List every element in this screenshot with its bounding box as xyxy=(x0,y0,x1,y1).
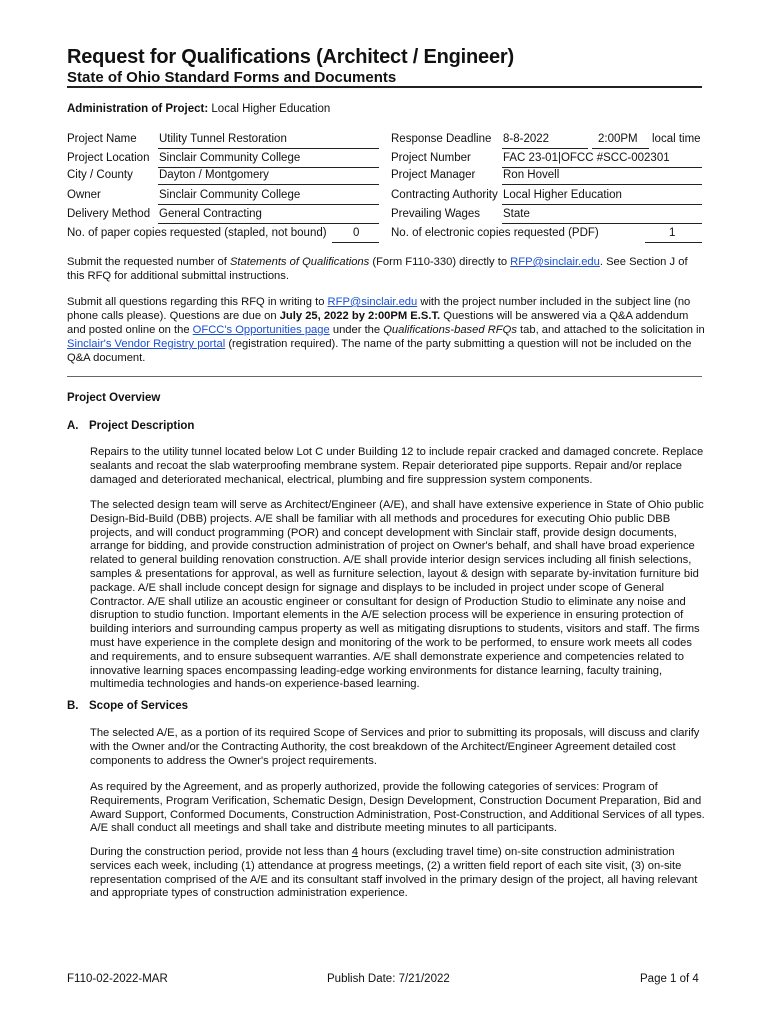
footer-form-id: F110-02-2022-MAR xyxy=(67,973,168,985)
delivery-method-value: General Contracting xyxy=(159,208,262,220)
contracting-authority-label: Contracting Authority xyxy=(391,189,498,201)
section-b-heading xyxy=(67,700,188,712)
section-a-paragraph-2: The selected design team will serve as Architect/Engineer (A/E), and shall have extensive experience in State of Ohio public Design-Bid-Build (DBB) projects. A/E shall be familiar with all methods and procedures for executing Ohio public DBB projects, and will conduct programming (POR) and concept development with Sinclair staff, provide design documents, arrange for bidding, and provide construction administration of project on Owner's behalf, and shall have broad experience related to general building renovation construction. A/E shall provide interior design services including all finish selections, samples & presentations for approval, as well as furniture selection, layout & design with separate by-invitation furniture bid package. A/E shall include concept design for signage and displays to be included in project under scope of General Contractor. A/E shall utilize an acoustic engineer or consultant for design of Production Studio to eliminate any noise and disruption to studio function. Important elements in the A/E selection process will be experience in ensuring protection of building interiors and surrounding campus property as well as mitigating disruptions to students, visitors and staff. The firms must have experience in the complete design and monitoring of the work to be performed, to ensure work meets all codes and requirements, and to ensure subsequent warranties. A/E shall demonstrate experience and competencies related to innovative learning spaces encompassing leading-edge working environments for distance learning, faculty training, multimedia technologies and hands-on experience-based learning. xyxy=(90,499,704,691)
prevailing-wages-value: State xyxy=(503,208,530,220)
questions-text-e: tab, and attached to the solicitation in xyxy=(516,324,705,336)
delivery-method-underline xyxy=(158,223,379,224)
questions-text-d: under the xyxy=(329,324,384,336)
questions-text-a: Submit all questions regarding this RFQ in writing to xyxy=(67,296,328,308)
submittal-email-link[interactable]: RFP@sinclair.edu xyxy=(510,256,600,268)
owner-value: Sinclair Community College xyxy=(159,189,301,201)
deadline-time-underline xyxy=(592,148,649,149)
paper-copies-label: No. of paper copies requested (stapled, not bound) xyxy=(67,227,327,239)
response-deadline-date: 8-8-2022 xyxy=(503,133,550,145)
project-name-value: Utility Tunnel Restoration xyxy=(159,133,287,145)
footer-publish-date: Publish Date: 7/21/2022 xyxy=(327,973,450,985)
response-deadline-time: 2:00PM xyxy=(598,133,638,145)
owner-label: Owner xyxy=(67,189,101,201)
submittal-text-a: Submit the requested number of xyxy=(67,256,230,268)
project-manager-value: Ron Hovell xyxy=(503,169,560,181)
administration-line xyxy=(67,103,330,115)
project-name-underline xyxy=(158,148,379,149)
project-number-underline xyxy=(502,167,702,168)
section-b-p3-text-a: During the construction period, provide not less than xyxy=(90,846,352,858)
paper-copies-value: 0 xyxy=(353,227,360,239)
city-county-value: Dayton / Montgomery xyxy=(159,169,269,181)
section-a-letter: A. xyxy=(67,420,79,432)
project-number-value: FAC 23-01|OFCC #SCC-002301 xyxy=(503,152,670,164)
questions-due-date: July 25, 2022 by 2:00PM E.S.T. xyxy=(279,310,441,322)
project-manager-label: Project Manager xyxy=(391,169,476,181)
electronic-copies-underline xyxy=(645,242,702,243)
submittal-instructions xyxy=(67,255,707,283)
contracting-authority-underline xyxy=(502,204,702,205)
section-a-heading xyxy=(67,420,194,432)
title-divider xyxy=(67,86,702,88)
project-location-underline xyxy=(158,167,379,168)
ofcc-opportunities-link[interactable]: OFCC's Opportunities page xyxy=(192,324,330,336)
submittal-form-name: Statements of Qualifications xyxy=(229,256,370,268)
qualifications-tab-name: Qualifications-based RFQs xyxy=(383,324,517,336)
city-county-label: City / County xyxy=(67,169,133,181)
questions-instructions xyxy=(67,295,707,365)
project-location-value: Sinclair Community College xyxy=(159,152,301,164)
project-manager-underline xyxy=(502,184,702,185)
section-b-letter: B. xyxy=(67,700,79,712)
section-b-hours-value: 4 xyxy=(351,846,359,858)
response-deadline-suffix: local time xyxy=(652,133,701,145)
contracting-authority-value: Local Higher Education xyxy=(503,189,622,201)
section-b-paragraph-3 xyxy=(90,846,705,901)
questions-text-b: with the project number included in the subject line (no phone calls please). Questions are due on xyxy=(67,296,691,322)
page-title: Request for Qualifications (Architect / Engineer) xyxy=(67,46,514,68)
questions-email-link[interactable]: RFP@sinclair.edu xyxy=(327,296,418,308)
page-subtitle: State of Ohio Standard Forms and Documents xyxy=(67,69,397,86)
vendor-registry-link[interactable]: Sinclair's Vendor Registry portal xyxy=(67,338,226,350)
section-b-paragraph-1: The selected A/E, as a portion of its required Scope of Services and prior to submitting its proposals, will discuss and clarify with the Owner and/or the Contracting Authority, the cost breakdown of the Architect/Engineer Agreement detailed cost components to address the Owner's project requirements. xyxy=(90,727,700,767)
prevailing-wages-underline xyxy=(502,223,702,224)
project-name-label: Project Name xyxy=(67,133,137,145)
response-deadline-label: Response Deadline xyxy=(391,133,492,145)
paper-copies-underline xyxy=(332,242,379,243)
project-location-label: Project Location xyxy=(67,152,150,164)
prevailing-wages-label: Prevailing Wages xyxy=(391,208,481,220)
submittal-text-b: (Form F110-330) directly to xyxy=(369,256,511,268)
owner-underline xyxy=(158,204,379,205)
deadline-date-underline xyxy=(502,148,588,149)
section-b-p3-text-b: hours (excluding travel time) on-site construction administration services each week, including (1) attendance at progress meetings, (2) a written field report of each site visit, (3) on-site representation comprised of the A/E and its consultant staff involved in the primary design of the project, all having relevant and appropriate types of construction administration experience. xyxy=(90,846,698,900)
questions-text-c: Questions will be answered via a Q&A addendum and posted online on the xyxy=(67,310,689,336)
administration-value: Local Higher Education xyxy=(211,103,331,115)
administration-label: Administration of Project: xyxy=(67,103,209,115)
section-b-title: Scope of Services xyxy=(89,700,189,712)
section-a-paragraph-1: Repairs to the utility tunnel located below Lot C under Building 12 to include repair cracked and damaged concrete. Replace sealants and recoat the slab waterproofing membrane system. Repair deteriorated pipe supports. Repair and/or replace damaged and deteriorated mechanical, electrical, plumbing and fire suppression system components. xyxy=(90,446,704,486)
electronic-copies-label: No. of electronic copies requested (PDF) xyxy=(391,227,599,239)
section-b-paragraph-2: As required by the Agreement, and as properly authorized, provide the following categories of services: Program of Requirements, Program Verification, Schematic Design, Design Development, Construction Document Preparation, Bid and Award Support, Conformed Documents, Construction Administration, Post-Construction, and Additional Services of all types. A/E shall conduct all meetings and shall take and distribute meeting minutes to all participants. xyxy=(90,781,705,835)
project-overview-heading: Project Overview xyxy=(67,392,161,404)
footer-page-number: Page 1 of 4 xyxy=(640,973,699,985)
section-a-title: Project Description xyxy=(89,420,195,432)
project-number-label: Project Number xyxy=(391,152,471,164)
section-divider xyxy=(67,376,702,377)
delivery-method-label: Delivery Method xyxy=(67,208,151,220)
submittal-text-c: . See Section J of this RFQ for additional submittal instructions. xyxy=(67,256,688,282)
electronic-copies-value: 1 xyxy=(669,227,676,239)
city-county-underline xyxy=(158,184,379,185)
questions-text-f: (registration required). The name of the party submitting a question will not be included on the Q&A document. xyxy=(67,338,692,364)
